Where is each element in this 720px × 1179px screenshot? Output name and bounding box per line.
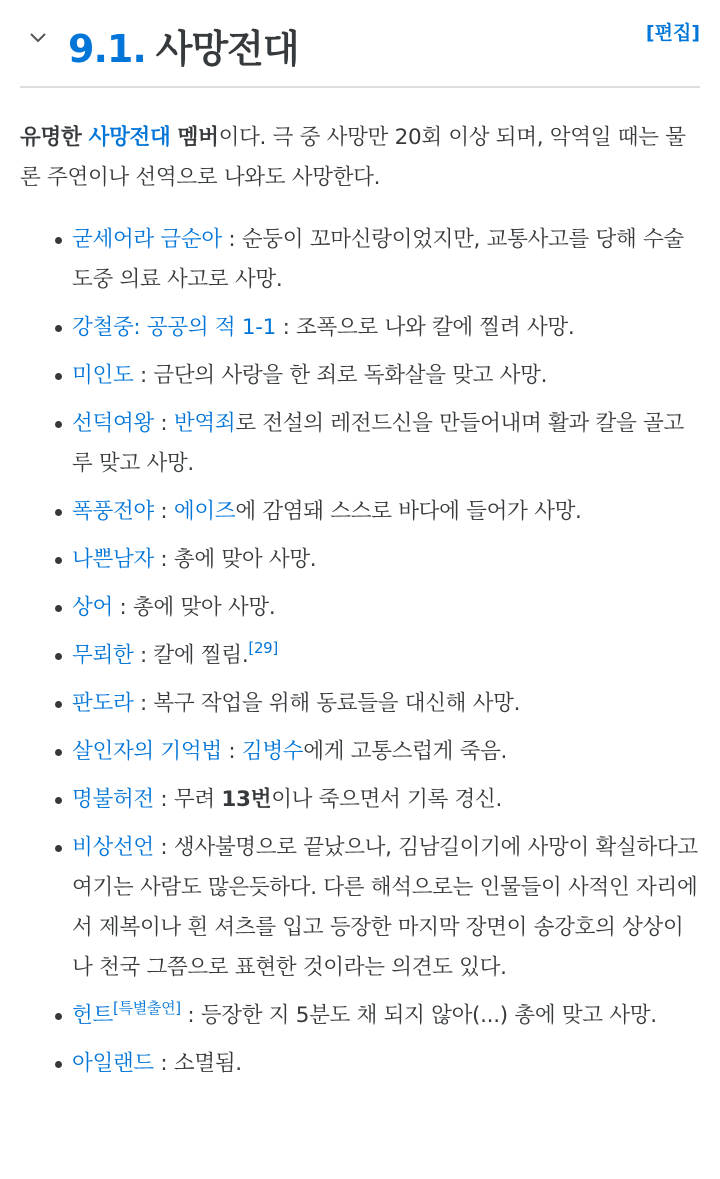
wiki-link[interactable]: 상어	[72, 595, 113, 620]
text: : 순둥이 꼬마신랑이었지만, 교통사고를 당해 수술 도중 의료 사고로 사망.	[72, 227, 684, 292]
text: : 등장한 지 5분도 채 되지 않아(...) 총에 맞고 사망.	[180, 1003, 657, 1028]
wiki-link[interactable]: 판도라	[72, 691, 134, 716]
list-item	[72, 996, 700, 1036]
text: 에 감염돼 스스로 바다에 들어가 사망.	[235, 499, 582, 524]
intro-paragraph	[20, 118, 700, 198]
wiki-link[interactable]: 비상선언	[72, 835, 154, 860]
text: : 조폭으로 나와 칼에 찔려 사망.	[276, 315, 575, 340]
text: : 총에 맞아 사망.	[153, 547, 317, 572]
list-item	[72, 1044, 700, 1084]
text: 이다. 극 중 사망만 20회 이상 되며, 악역일 때는 물론 주연이나 선역으로 나와도 사망한다.	[20, 125, 686, 190]
wiki-link[interactable]: 반역죄	[173, 411, 236, 436]
text: : 소멸됨.	[153, 1051, 242, 1076]
wiki-link[interactable]: 미인도	[72, 363, 134, 388]
list-item	[72, 404, 700, 484]
list-item	[72, 636, 700, 676]
text: : 복구 작업을 위해 동료들을 대신해 사망.	[133, 691, 521, 716]
wiki-link[interactable]: 무뢰한	[72, 643, 134, 668]
text: 이나 죽으면서 기록 경신.	[271, 787, 503, 812]
wiki-link[interactable]: 폭풍전야	[72, 499, 154, 524]
bold-text: 13번	[221, 787, 272, 812]
section-title-text: 사망전대	[155, 27, 299, 71]
list-item	[72, 540, 700, 580]
bold-text: 멤버	[170, 125, 219, 150]
wiki-link[interactable]: 굳세어라 금순아	[72, 227, 222, 252]
list-item	[72, 588, 700, 628]
list-item	[72, 828, 700, 988]
edit-link[interactable]: [편집]	[645, 22, 700, 44]
wiki-link[interactable]: 살인자의 기억법	[72, 739, 222, 764]
list-item	[72, 492, 700, 532]
list-item	[72, 308, 700, 348]
list-item	[72, 684, 700, 724]
text: 에게 고통스럽게 죽음.	[303, 739, 508, 764]
text: 로 전설의 레전드신을 만들어내며 활과 칼을 골고루 맞고 사망.	[72, 411, 684, 476]
list-item	[72, 780, 700, 820]
filmography-list	[20, 220, 700, 1084]
section-title	[68, 18, 299, 73]
wiki-link[interactable]: 강철중: 공공의 적 1-1	[72, 315, 277, 340]
wiki-link[interactable]: 나쁜남자	[72, 547, 154, 572]
text: :	[153, 411, 174, 436]
wiki-link[interactable]: 김병수	[241, 739, 304, 764]
text: :	[153, 499, 174, 524]
list-item	[72, 220, 700, 300]
bold-text: 유명한	[20, 125, 89, 150]
list-item	[72, 732, 700, 772]
section-heading	[20, 0, 700, 88]
wiki-link[interactable]: 에이즈	[173, 499, 236, 524]
footnote-link[interactable]: [29]	[248, 639, 278, 657]
wiki-link[interactable]: 헌트	[72, 1003, 113, 1028]
text: : 칼에 찔림.	[133, 643, 249, 668]
text: : 무려	[153, 787, 222, 812]
wiki-link[interactable]: 명불허전	[72, 787, 154, 812]
footnote-link[interactable]: [특별출연]	[112, 999, 181, 1017]
wiki-link[interactable]: 아일랜드	[72, 1051, 154, 1076]
text: :	[221, 739, 242, 764]
text: : 금단의 사랑을 한 죄로 독화살을 맞고 사망.	[133, 363, 548, 388]
chevron-down-icon[interactable]	[28, 28, 48, 48]
wiki-link[interactable]: 사망전대	[88, 125, 171, 150]
wiki-link[interactable]: 선덕여왕	[72, 411, 154, 436]
section-number[interactable]: 9.1.	[68, 27, 146, 71]
text: : 총에 맞아 사망.	[112, 595, 276, 620]
text: : 생사불명으로 끝났으나, 김남길이기에 사망이 확실하다고 여기는 사람도 많은듯하다. 다른 해석으로는 인물들이 사적인 자리에서 제복이나 흰 셔츠를 입고 등장한 마지막 장면이 송강호의 상상이나 천국 그쯤으로 표현한 것이라는 의견도 있다.	[72, 835, 698, 980]
list-item	[72, 356, 700, 396]
